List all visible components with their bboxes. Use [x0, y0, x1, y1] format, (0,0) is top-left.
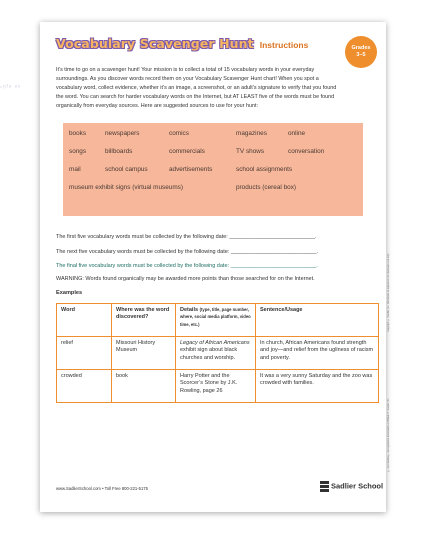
page-title: Vocabulary Scavenger Hunt [56, 36, 254, 51]
source-school-campus: school campus [105, 166, 148, 173]
table-row [57, 370, 379, 403]
source-commercials: commercials [169, 148, 205, 155]
worksheet-page [40, 22, 390, 512]
grades-badge [345, 36, 377, 68]
source-songs: songs [69, 148, 87, 155]
footer-brand: Sadlier School [331, 481, 384, 491]
header-where: Where was the word discovered? [112, 304, 176, 337]
badge-grades: 3–5 [356, 51, 366, 58]
source-newspapers: newspapers [105, 130, 140, 137]
source-museum: museum exhibit signs (virtual museums) [69, 184, 184, 191]
badge-label: Grades [351, 45, 371, 51]
header-word: Word [57, 304, 112, 337]
sources-box [63, 123, 363, 216]
source-conversation: conversation [288, 148, 325, 155]
cell-sentence: It was a very sunny Saturday and the zoo was crowded with families. [256, 370, 379, 403]
cell-details: Harry Potter and the Scorcer’s Stone by J.K. Rowling, page 26 [176, 370, 256, 403]
table-header-row [57, 304, 379, 337]
header [56, 36, 308, 51]
deadline-first: The first five vocabulary words must be collected by the following date: ____________________________. [56, 234, 317, 240]
source-magazines: magazines [236, 130, 267, 137]
source-products: products (cereal box) [236, 184, 297, 191]
cell-where: book [112, 370, 176, 403]
header-sentence: Sentence/Usage [256, 304, 379, 337]
details-rest: exhibit sign about black churches and worship. [180, 347, 238, 361]
deadline-final: The final five vocabulary words must be collected by the following date: ____________________________. [56, 263, 318, 269]
footer-logo [320, 481, 383, 492]
source-mail: mail [69, 166, 81, 173]
cell-sentence: In church, African Americans found strength and joy—and relief from the ugliness of racism and poverty. [256, 337, 379, 370]
source-advertisements: advertisements [169, 166, 213, 173]
sadlier-logo-icon [320, 481, 329, 492]
footer-contact: www.SadlierSchool.com • Toll Free 800-221-5175 [56, 486, 148, 491]
header-details-sub: (type, title, page number, where, social media platform, video time, etc.) [180, 307, 251, 327]
side-trademark: ® and Sadlier® are registered trademarks of William H. Sadlier, Inc. [387, 397, 390, 472]
examples-heading: Examples [56, 290, 83, 296]
deadline-next: The next five vocabulary words must be collected by the following date: ____________________________. [56, 249, 319, 255]
warning-text: WARNING: Words found organically may be awarded more points than those searched for on the Internet. [56, 276, 315, 282]
intro-paragraph: It’s time to go on a scavenger hunt! Your mission is to collect a total of 15 vocabulary words in your everyday surroundings. As you discover words record them on your Vocabulary Scavenger Hunt chart! When you spot a vocabulary word, collect evidence, whether it’s an image, a screenshot, or an adult’s signature to verify that you found the word. You can search for harder vocabulary words on the Internet, but AT LEAST five of the words must be found organically from everyday sources. Here are suggested sources to use for your hunt: [56, 67, 337, 109]
source-comics: comics [169, 130, 189, 137]
details-italic: Legacy of African Americans [180, 340, 250, 346]
cell-word: crowded [57, 370, 112, 403]
source-school-assignments: school assignments [236, 166, 293, 173]
cell-where: Missouri History Museum [112, 337, 176, 370]
page-subtitle: Instructions [259, 40, 309, 50]
ghost-text: ᵕᵑᶠᵘ ᵒᵛ [0, 85, 22, 91]
source-billboards: billboards [105, 148, 133, 155]
header-details [176, 304, 256, 337]
header-details-label: Details [180, 307, 199, 313]
source-online: online [288, 130, 306, 137]
source-tv-shows: TV shows [236, 148, 265, 155]
side-copyright: Copyright © Sadlier, Inc. Permission to reproduce for classroom use only. [387, 253, 390, 332]
examples-table [56, 303, 379, 403]
cell-details [176, 337, 256, 370]
table-row [57, 337, 379, 370]
source-books: books [69, 130, 87, 137]
cell-word: relief [57, 337, 112, 370]
